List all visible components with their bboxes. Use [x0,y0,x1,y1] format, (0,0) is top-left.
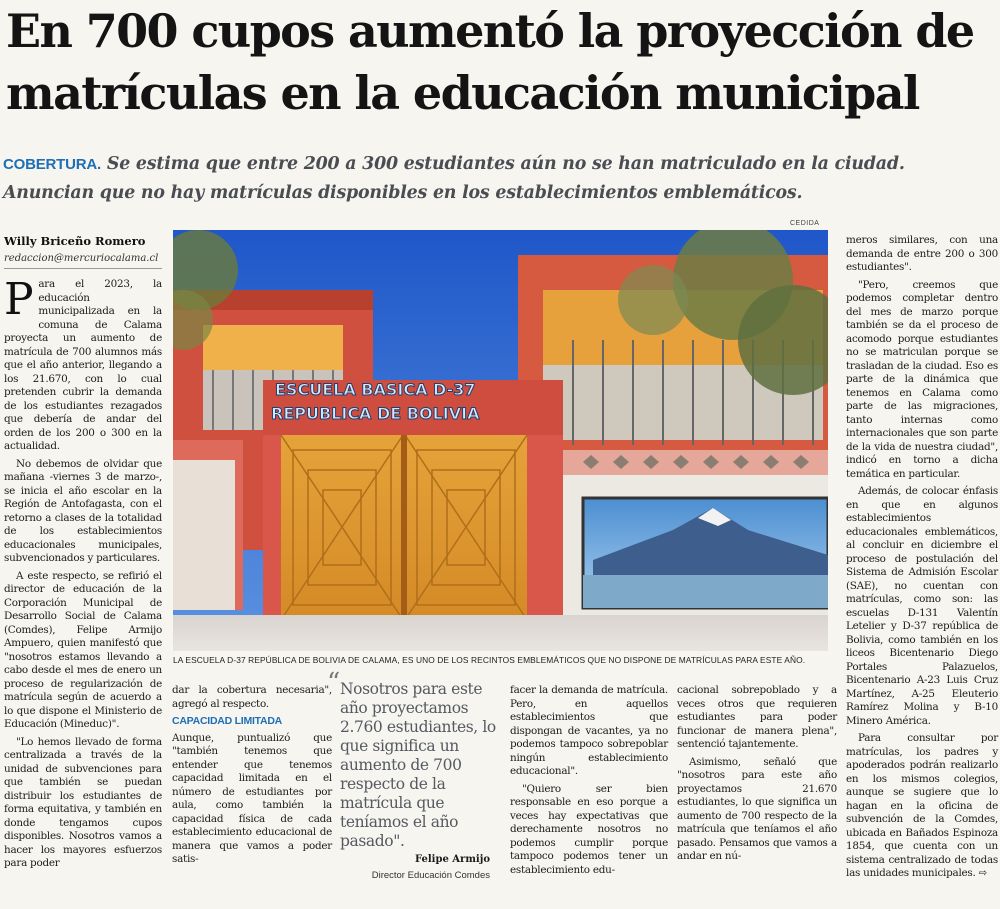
school-photo [173,230,828,651]
article-column-3 [510,684,668,881]
paragraph: "Lo hemos llevado de forma centralizada a través de la unidad de subvenciones para que también se puedan distribuir los estudiantes de forma equitativa, y también en donde tengamos cupos disponibles. Nosotros vamos a hacer los mayores esfuerzos para poder [4,735,162,869]
headline: En 700 cupos aumentó la proyección de matrículas en la educación municipal [6,4,974,120]
author-email: redaccion@mercuriocalama.cl [4,253,159,264]
drop-cap: P [4,274,34,325]
quote-mark-icon: “ [327,668,340,698]
paragraph-text: ara el 2023, la educación municipalizada en la comuna de Calama proyecta un aumento de matrícula de 700 alumnos más que el año anterior, llegando a los 21.670, con lo cual pretenden cubrir la demanda de los estudiantes rezagados que debería de andar del orden de los 200 o 300 en la actualidad. [4,278,162,452]
paragraph: Asimismo, señaló que "nosotros para este año proyectamos 21.670 estudiantes, lo que significa un aumento de 700 respecto de la matrícula que teníamos el año pasado. Pensamos que vamos a andar en nú- [677,755,837,862]
paragraph: dar la cobertura necesaria", agregó al respecto. [172,684,332,710]
pull-quote-name: Felipe Armijo [414,854,490,865]
photo-credit: CEDIDA [790,220,820,227]
paragraph: A este respecto, se refirió el director de educación de la Corporación Municipal de Desarrollo Social de Calama (Comdes), Felipe Armijo Ampuero, quien manifestó que "nosotros estamos llevando a cabo desde el mes de enero un proceso de regularización de matrícula según de acuerdo a lo que dispone el Ministerio de Educación (Mineduc)". [4,569,162,730]
section-heading: CAPACIDAD LIMITADA [172,715,283,727]
subheadline [3,150,998,208]
school-sign-line-2: REPUBLICA DE BOLIVIA [271,404,480,423]
article-column-5 [846,234,998,885]
byline [4,234,164,264]
article-column-2 [172,684,332,871]
paragraph: cacional sobrepoblado y a veces otros que requieren estudiantes para poder funcionar de manera plena", sentenció tajantemente. [677,684,837,750]
subhead-text: Se estima que entre 200 a 300 estudiantes aún no se han matriculado en la ciudad. Anuncian que no hay matrículas disponibles en los establecimientos emblemáticos. [3,154,905,203]
pull-quote [327,668,505,851]
paragraph [846,732,998,881]
paragraph: "Pero, creemos que podemos completar dentro del mes de marzo porque también se da el proceso de acomodo porque estudiantes no se matriculan porque se trasladan de la ciudad. Eso es parte de la dinámica que tenemos en Calama como parte de las migraciones, tanto internas como internacionales que son parte de la vida de nuestra ciudad", indicó en torno a dicha temática en particular. [846,278,998,480]
end-of-article-icon: ⇨ [978,868,987,879]
paragraph: No debemos de olvidar que mañana -viernes 3 de marzo-, se inicia el año escolar en la Región de Antofagasta, con el retorno a clases de la totalidad de los establecimientos educacionales municipales, subvencionados y particulares. [4,457,162,564]
pull-quote-text: Nosotros para este año proyectamos 2.760 estudiantes, lo que significa un aumento de 700 respecto de la matrícula que teníamos el año pasado". [340,680,496,850]
author-name: Willy Briceño Romero [4,234,146,248]
paragraph: facer la demanda de matrícula. Pero, en aquellos establecimientos que dispongan de vacantes, ya no podemos tampoco sobrepoblar ningún establecimiento educacional". [510,684,668,777]
paragraph: "Quiero ser bien responsable en eso porque a veces hay expectativas que derechamente nosotros no podemos cumplir porque tampoco podemos tener un establecimiento edu- [510,782,668,876]
paragraph [4,274,162,454]
paragraph: Además, de colocar énfasis en que en algunos establecimientos educacionales emblemáticos, al concluir en diciembre el proceso de postulación del Sistema de Admisión Escolar (SAE), no cuentan con matrículas, como son: las escuelas D-131 Valentín Letelier y D-37 república de Bolivia, como también en los liceos Bicentenario Diego Portales Palazuelos, Bicentenario A-23 Luis Cruz Martínez, A-25 Eleuterio Ramírez Molina y B-10 Minero América. [846,485,998,727]
pull-quote-role: Director Educación Comdes [371,870,490,881]
school-sign-line-1: ESCUELA BASICA D-37 [275,380,476,399]
paragraph-text: Para consultar por matrículas, los padres y apoderados podrán realizarlo en los mismos colegios, aunque se sugiere que lo hagan en la oficina de subvención de la Comdes, ubicada en Bañados Espinoza 1854, que cuenta con un sistema centralizado de todas las unidades municipales. [846,732,998,879]
school-gate-image [173,230,828,651]
article-column-1 [4,274,162,875]
subhead-kicker: COBERTURA. [3,156,101,173]
paragraph: Aunque, puntualizó que "también tenemos que entender que tenemos capacidad limitada en el número de estudiantes por aula, como también la capacidad física de cada establecimiento educacional de manera que vamos a poder satis- [172,731,332,865]
photo-caption: LA ESCUELA D-37 REPÚBLICA DE BOLIVIA DE CALAMA, ES UNO DE LOS RECINTOS EMBLEMÁTICOS QUE NO DISPONE DE MATRÍCULAS PARA ESTE AÑO. [173,655,806,665]
paragraph: meros similares, con una demanda de entre 200 o 300 estudiantes". [846,234,998,273]
article-column-4 [677,684,837,868]
byline-divider [4,268,162,269]
